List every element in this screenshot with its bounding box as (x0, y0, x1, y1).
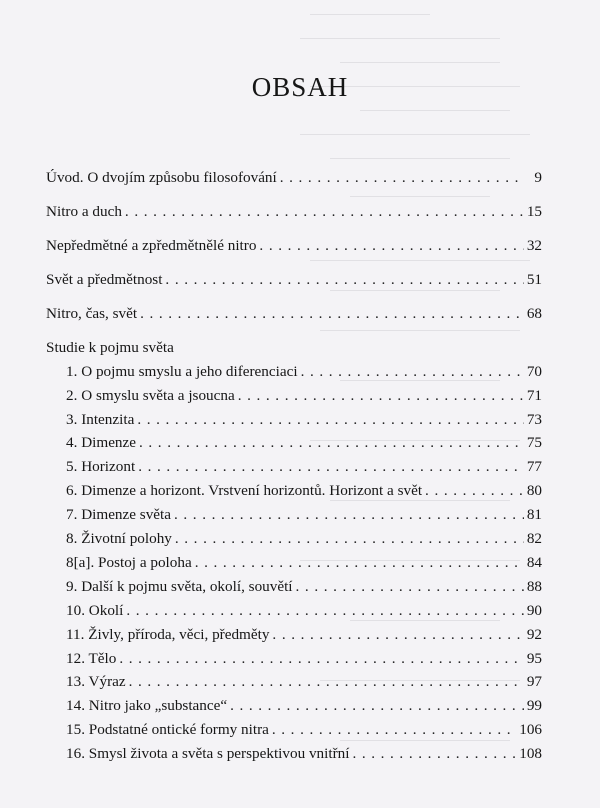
toc-entry-page: 92 (526, 626, 542, 643)
dot-leader (238, 386, 524, 406)
toc-entry-page: 81 (526, 506, 542, 523)
toc-entry-page: 9 (534, 169, 542, 186)
toc-subentry[interactable] (66, 577, 542, 597)
dot-leader (296, 577, 524, 597)
toc-subentry[interactable] (66, 457, 542, 477)
toc-entry-label: 14. Nitro jako „substance“ (66, 697, 228, 714)
dot-leader (129, 672, 524, 692)
dot-leader (174, 505, 524, 525)
toc-entry-page: 84 (526, 554, 542, 571)
toc-entry-label: 15. Podstatné ontické formy nitra (66, 721, 269, 738)
toc-entry-label: 6. Dimenze a horizont. Vrstvení horizontů. Horizont a svět (66, 482, 423, 499)
toc-entry-page: 82 (526, 530, 542, 547)
toc-entry-label: Nitro a duch (46, 203, 122, 220)
dot-leader (195, 553, 524, 573)
toc-subentry[interactable] (66, 649, 542, 669)
dot-leader (352, 744, 517, 764)
toc-entry-label: 9. Další k pojmu světa, okolí, souvětí (66, 578, 293, 595)
toc-entry-page: 75 (526, 434, 542, 451)
toc-entry[interactable] (46, 270, 542, 290)
dot-leader (126, 601, 524, 621)
toc-entry-page: 80 (526, 482, 542, 499)
toc-entry-label: 13. Výraz (66, 673, 126, 690)
toc-entry-label: 1. O pojmu smyslu a jeho diferenciaci (66, 363, 298, 380)
toc-entry-label: 2. O smyslu světa a jsoucna (66, 387, 235, 404)
toc-entry-page: 15 (526, 203, 542, 220)
dot-leader (125, 202, 524, 222)
toc-entry-label: Úvod. O dvojím způsobu filosofování (46, 169, 277, 186)
toc-entry-label: 5. Horizont (66, 458, 136, 475)
dot-leader (175, 529, 524, 549)
toc-entry[interactable] (46, 202, 542, 222)
toc-subentry[interactable] (66, 744, 542, 764)
toc-subentry[interactable] (66, 362, 542, 382)
toc-subentry[interactable] (66, 505, 542, 525)
toc-entry-label: 16. Smysl života a světa s perspektivou vnitřní (66, 745, 350, 762)
toc-entry-page: 99 (526, 697, 542, 714)
toc-entry-label: Nitro, čas, svět (46, 305, 138, 322)
toc-entry-label: 7. Dimenze světa (66, 506, 172, 523)
toc-entry-page: 108 (519, 745, 542, 762)
dot-leader (272, 720, 517, 740)
toc-entry-page: 77 (526, 458, 542, 475)
toc-subentry[interactable] (66, 672, 542, 692)
toc-entry-label: 10. Okolí (66, 602, 124, 619)
toc-entry-label: 11. Živly, příroda, věci, předměty (66, 626, 270, 643)
toc-subentry[interactable] (66, 625, 542, 645)
toc-entry-page: 51 (526, 271, 542, 288)
toc-entry-label: 4. Dimenze (66, 434, 137, 451)
toc-subentry[interactable] (66, 410, 542, 430)
toc-entry-label: 12. Tělo (66, 650, 117, 667)
dot-leader (119, 649, 524, 669)
toc-entry-page: 68 (526, 305, 542, 322)
toc-subentry[interactable] (66, 529, 542, 549)
toc-entry-page: 70 (526, 363, 542, 380)
toc-entry-page: 88 (526, 578, 542, 595)
toc-subentry[interactable] (66, 720, 542, 740)
toc-entry-page: 97 (526, 673, 542, 690)
toc-entry-label: 3. Intenzita (66, 411, 135, 428)
dot-leader (138, 457, 524, 477)
toc-entry-label: 8[a]. Postoj a poloha (66, 554, 192, 571)
dot-leader (139, 433, 524, 453)
toc-entry-page: 95 (526, 650, 542, 667)
toc-subentry[interactable] (66, 386, 542, 406)
toc-entry[interactable] (46, 168, 542, 188)
dot-leader (140, 304, 524, 324)
page-title: OBSAH (251, 72, 349, 102)
toc-subentry[interactable] (66, 433, 542, 453)
toc-entry-page: 32 (526, 237, 542, 254)
toc-entry-page: 90 (526, 602, 542, 619)
dot-leader (301, 362, 524, 382)
toc-entry-page: 73 (526, 411, 542, 428)
toc-entry-page: 71 (526, 387, 542, 404)
dot-leader (259, 236, 524, 256)
toc-entry[interactable] (46, 304, 542, 324)
toc-entry-page: 106 (519, 721, 542, 738)
toc-subentry[interactable] (66, 481, 542, 501)
toc-entry-label: 8. Životní polohy (66, 530, 172, 547)
dot-leader (137, 410, 524, 430)
dot-leader (425, 481, 524, 501)
toc-entry-label: Nepředmětné a zpředmětnělé nitro (46, 237, 257, 254)
dot-leader (165, 270, 524, 290)
toc-entry-label: Svět a předmětnost (46, 271, 163, 288)
dot-leader (272, 625, 524, 645)
section-heading: Studie k pojmu světa (46, 339, 174, 356)
dot-leader (230, 696, 524, 716)
toc-subentry[interactable] (66, 601, 542, 621)
toc-subentry[interactable] (66, 696, 542, 716)
dot-leader (280, 168, 524, 188)
toc-entry[interactable] (46, 236, 542, 256)
toc-subentry[interactable] (66, 553, 542, 573)
